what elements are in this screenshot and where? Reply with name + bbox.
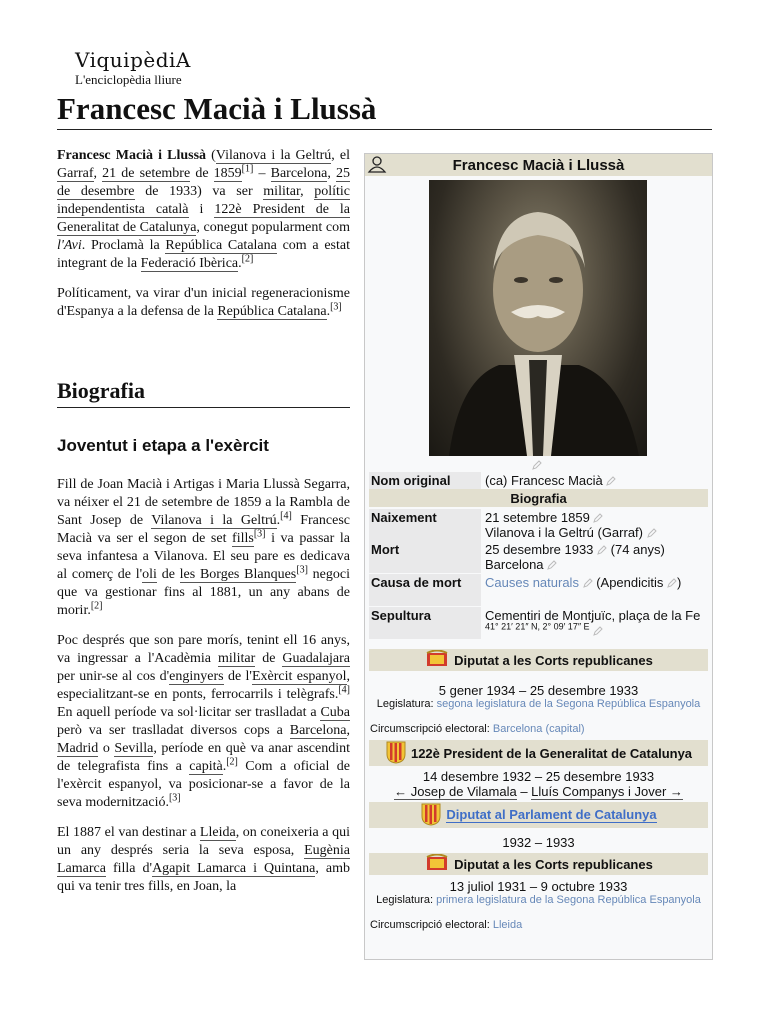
link-militar[interactable]: militar [263,184,301,199]
citation[interactable]: [2] [241,253,254,265]
citation[interactable]: [3] [168,792,181,804]
link-legislatura-2[interactable]: segona legislatura de la Segona República Espanyola [436,698,701,710]
citation[interactable]: [3] [253,528,266,540]
link-president[interactable]: 122è President de la Generalitat de Catalunya [57,202,351,235]
edit-pencil-icon[interactable] [597,543,607,553]
link-republica-catalana-2[interactable]: República Catalana [217,304,327,319]
link-lleida-circ[interactable]: Lleida [492,919,523,931]
coordinates[interactable]: 41° 21′ 21″ N, 2° 09′ 17″ E [485,621,590,632]
position-dates: 14 desembre 1932 – 25 desembre 1933 [422,769,655,784]
subsection-heading-joventut: Joventut i etapa a l'exèrcit [57,436,269,455]
citation[interactable]: [4] [338,684,350,696]
row-original-name [369,472,708,489]
page-title: Francesc Macià i Llussà [57,91,377,126]
succession: ← Josep de Vilamala – Lluís Companys i Jover → [394,784,683,799]
link-sevilla[interactable]: Sevilla [114,741,154,756]
citation[interactable]: [2] [226,756,238,768]
label-burial: Sepultura [369,607,481,639]
section-heading-biografia: Biografia [57,378,145,403]
link-death-date[interactable]: 25 de desembre [57,166,351,199]
link-exercit-espanyol[interactable]: Exèrcit espanyol [251,669,347,684]
citation[interactable]: [3] [330,301,342,313]
position-diputat-corts-1 [369,649,708,671]
predecessor-link[interactable]: ← Josep de Vilamala [394,784,517,799]
edit-pencil-icon[interactable] [647,526,657,536]
portrait-photo[interactable] [429,180,647,456]
bio-paragraph-3: El 1887 el van destinar a Lleida, on coneixeria a qui un any després seria la seva esposa, Eugènia Lamarca filla d'Agapit Lamarca i Quintana, amb qui va tenir tres fills, en Joan, la [57,825,351,894]
bio-paragraph-1: Fill de Joan Macià i Artigas i Maria Llussà Segarra, va néixer el 21 de setembre de 1859 a la Rambla de Sant Josep de Vilanova i la Geltrú.[4] Francesc Macià va ser el segon de set fills[3] i va passar la seva infantesa a Vilanova. El seu pare es dedicava al comerç de l'oli de les Borges Blanques[3] negoci que va gestionar fins al 1881, un any abans de morir.[2] [57,477,350,618]
link-diputat-parlament[interactable]: Diputat al Parlament de Catalunya [446,807,657,822]
position-title: 122è President de la Generalitat de Catalunya [410,745,693,761]
position-diputat-corts-2 [369,853,708,875]
link-federacio-iberica[interactable]: Federació Ibèrica [140,256,239,271]
link-guadalajara[interactable]: Guadalajara [282,651,351,666]
legislatura-1: Legislatura: segona legislatura de la Segona República Espanyola [376,698,701,710]
value-original-name: (ca) Francesc Macià [481,472,708,489]
site-name: ViquipèdiA [75,48,191,72]
label-original-name: Nom original [369,472,481,489]
coat-of-arms-icon [424,650,450,671]
link-oli[interactable]: oli [142,567,157,582]
position-president [369,740,708,766]
coat-of-arms-icon [424,854,450,875]
label-death: Mort [369,541,481,573]
edit-pencil-icon[interactable] [606,474,616,484]
intro-text [57,147,350,333]
link-borges-blanques[interactable]: les Borges Blanques [179,567,297,582]
edit-pencil-icon[interactable] [593,511,603,521]
position-title: Diputat a les Corts republicanes [454,652,653,668]
biography-text [57,476,350,908]
intro-paragraph-2: Políticament, va virar d'un inicial regeneracionisme d'Espanya a la defensa de la República Catalana.[3] [57,286,350,319]
subject-name: Francesc Macià i Llussà [57,148,207,163]
link-eugenia-lamarca[interactable]: Eugènia Lamarca [57,843,350,876]
citation[interactable]: [2] [90,600,103,612]
row-burial [369,607,708,639]
position-title: Diputat a les Corts republicanes [454,856,653,872]
citation[interactable]: [3] [296,564,308,576]
bio-paragraph-2: Poc després que son pare morís, tenint ell 16 anys, va ingressar a l'Acadèmia militar de Guadalajara per unir-se al cos d'enginyers de l'Exèrcit espanyol, especialitzant-se en ponts, ferrocarrils i telègrafs.[4] En aquell període va sol·licitar ser traslladat a Cuba però va ser traslladat diversos cops a Barcelona, Madrid o Sevilla, període en què va anar ascendint de telegrafista fins a capità.[2] Com a oficial de l'exèrcit espanyol, va posicionar-se a favor de la seva modernització.[3] [57,633,351,810]
position-dates: 1932 – 1933 [502,835,575,850]
edit-pencil-icon[interactable] [547,558,557,568]
value-death: 25 desembre 1933 (74 anys) Barcelona [485,542,665,572]
link-independentista[interactable]: independentista català [57,202,189,217]
position-parlament [369,802,708,828]
link-garraf[interactable]: Garraf [57,166,94,181]
label-cause-of-death: Causa de mort [369,574,481,606]
link-agapit-lamarca[interactable]: Agapit Lamarca i Quintana [152,861,316,876]
legislatura-2: Legislatura: primera legislatura de la Segona República Espanyola [376,894,701,906]
link-lleida[interactable]: Lleida [199,825,236,840]
intro-paragraph-1: Francesc Macià i Llussà (Vilanova i la Geltrú, el Garraf, 21 de setembre de 1859[1] – Barcelona, 25 de desembre de 1933) va ser militar, polític independentista català i 122è President de la Generalitat de Catalunya, conegut popularment com l'Avi. Proclamà la República Catalana com a estat integrant de la Federació Ibèrica.[2] [57,148,351,271]
row-birth [369,509,708,541]
link-birth-date[interactable]: 21 de setembre [102,166,191,181]
link-madrid[interactable]: Madrid [57,741,99,756]
link-republica-catalana[interactable]: República Catalana [165,238,277,253]
link-capita[interactable]: capità [189,759,223,774]
link-barcelona-2[interactable]: Barcelona [289,723,347,738]
link-causes-naturals[interactable]: Causes naturals [485,575,579,590]
circumscripcio-2: Circumscripció electoral: Lleida [370,919,523,931]
edit-pencil-icon[interactable] [667,576,677,586]
successor-link[interactable]: Lluís Companys i Jover → [531,784,683,799]
link-militar-2[interactable]: militar [217,651,256,666]
value-cause-of-death: Causes naturals (Apendicitis ) [485,575,682,590]
row-death [369,541,708,573]
link-fills[interactable]: fills [232,531,254,546]
section-divider [57,407,350,408]
value-burial: Cementiri de Montjuïc, plaça de la Fe $^{41^\circ 21' 21'' N, 2^\circ 09' 17'' E}$ [481,607,708,639]
citation[interactable]: [1] [241,163,254,175]
infobox-title: Francesc Macià i Llussà [452,156,625,174]
value-birth: 21 setembre 1859 Vilanova i la Geltrú (Garraf) [481,509,708,541]
link-enginyers[interactable]: enginyers [169,669,224,684]
link-vilanova[interactable]: Vilanova i la Geltrú [215,148,332,163]
link-legislatura-1[interactable]: primera legislatura de la Segona República Espanyola [436,894,701,906]
citation[interactable]: [4] [280,510,292,522]
label-birth: Naixement [369,509,481,541]
person-icon [367,155,387,177]
edit-pencil-icon[interactable] [583,576,593,586]
circumscripcio-1: Circumscripció electoral: Barcelona (capital) [370,723,585,735]
link-barcelona-capital[interactable]: Barcelona (capital) [492,723,585,735]
site-tagline: L'enciclopèdia lliure [75,72,182,87]
infobox [364,153,713,960]
row-cause-of-death [369,574,708,606]
link-politic[interactable]: polític [314,184,351,199]
edit-pencil-icon[interactable] [593,624,603,634]
position-dates: 5 gener 1934 – 25 desembre 1933 [438,683,639,698]
edit-pencil-icon[interactable] [532,458,542,468]
site-logo[interactable] [75,48,191,88]
link-cuba[interactable]: Cuba [320,705,350,720]
title-divider [57,129,712,130]
section-biografia: Biografia [369,489,708,507]
link-1859[interactable]: 1859 [213,166,242,181]
link-vilanova-2[interactable]: Vilanova i la Geltrú [151,513,277,528]
position-dates: 13 juliol 1931 – 9 octubre 1933 [449,879,628,894]
link-barcelona[interactable]: Barcelona [270,166,328,181]
generalitat-flag-icon [385,740,407,767]
catalan-flag-icon [420,802,442,829]
infobox-header [365,154,712,176]
